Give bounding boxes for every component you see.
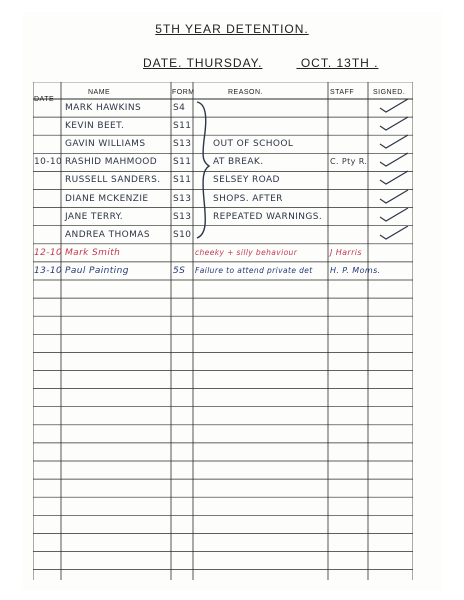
row-form: S13	[173, 193, 192, 204]
row-staff: C. Pty R.	[330, 157, 368, 167]
row-reason: OUT OF SCHOOL	[213, 139, 294, 150]
header-staff: STAFF	[330, 89, 355, 96]
row-date: 10-10	[34, 157, 63, 168]
row-name: RUSSELL SANDERS.	[65, 175, 161, 186]
date-line	[143, 56, 413, 70]
header-reason: REASON.	[228, 89, 264, 96]
row-reason: REPEATED WARNINGS.	[213, 211, 323, 222]
header-date: DATE	[34, 96, 55, 103]
row-date: 13-10	[34, 265, 63, 276]
row-reason: SHOPS. AFTER	[213, 193, 283, 204]
row-name: ANDREA THOMAS	[65, 229, 150, 240]
signed-check-icon	[378, 97, 410, 113]
row-staff: J Harris	[330, 247, 362, 257]
row-reason: Failure to attend private det	[195, 265, 313, 275]
row-form: 5S	[173, 265, 186, 276]
date-value: OCT. 13TH .	[300, 56, 379, 70]
row-staff: H. P. Moms.	[330, 265, 381, 275]
row-reason: cheeky + silly behaviour	[195, 247, 298, 257]
signed-check-icon	[378, 133, 410, 149]
row-reason: SELSEY ROAD	[213, 175, 280, 186]
row-name: JANE TERRY.	[65, 211, 123, 222]
header-form: FORM	[172, 89, 195, 96]
row-name: RASHID MAHMOOD	[65, 157, 158, 168]
row-name: KEVIN BEET.	[65, 121, 125, 132]
row-form: S11	[173, 121, 192, 132]
row-form: S10	[173, 229, 192, 240]
header-name: NAME	[88, 89, 111, 96]
signed-check-icon	[378, 169, 410, 185]
row-date: 12-10	[34, 247, 63, 258]
row-form: S11	[173, 157, 192, 168]
header-signed: SIGNED.	[373, 89, 406, 96]
signed-check-icon	[378, 188, 410, 204]
page-title: 5TH YEAR DETENTION.	[155, 22, 309, 36]
row-form: S13	[173, 139, 192, 150]
row-form: S13	[173, 211, 192, 222]
brace-mark	[195, 100, 211, 240]
row-name: MARK HAWKINS	[65, 103, 142, 113]
row-name: DIANE MCKENZIE	[65, 193, 149, 204]
row-name: GAVIN WILLIAMS	[65, 139, 146, 150]
row-form: S4	[173, 103, 186, 113]
signed-check-icon	[378, 115, 410, 131]
signed-check-icon	[378, 224, 410, 240]
row-name: Mark Smith	[65, 247, 121, 258]
row-form: S11	[173, 175, 192, 186]
date-label: DATE. THURSDAY.	[143, 56, 263, 70]
row-reason: AT BREAK.	[213, 157, 264, 168]
row-name: Paul Painting	[65, 265, 129, 276]
signed-check-icon	[378, 206, 410, 222]
signed-check-icon	[378, 151, 410, 167]
